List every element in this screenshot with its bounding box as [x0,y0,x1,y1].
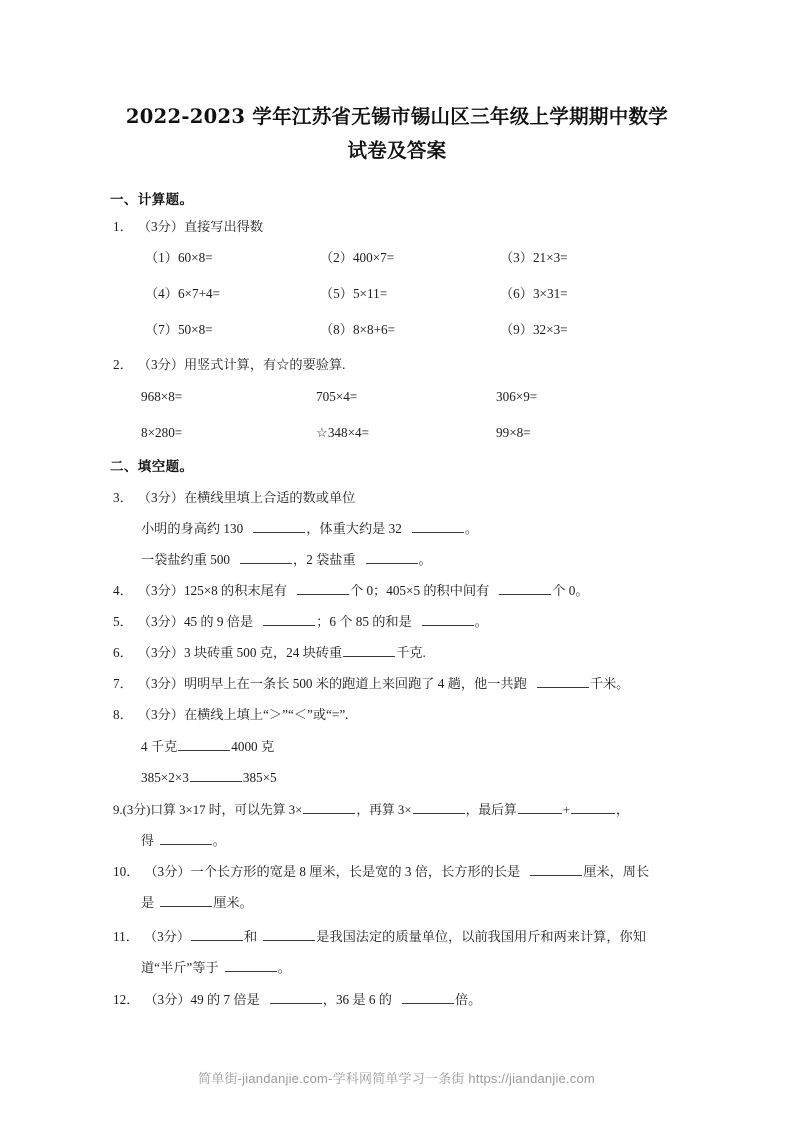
question-9-blank-4[interactable] [571,801,615,814]
question-3-stem [113,489,355,506]
question-11-text-d: 。 [277,960,291,975]
question-3-line2-text-a: 一袋盐约重 500 [141,552,231,567]
page-title [106,100,688,168]
question-9-line-1 [113,801,629,819]
page-title-line1: 2022-2023 学年江苏省无锡市锡山区三年级上学期期中数学 [125,105,669,128]
question-1-item-4: （4）6×7+4= [145,286,221,301]
question-7 [113,675,629,692]
question-4 [113,582,589,599]
question-10-number: 10． [113,864,140,879]
footer-watermark: 简单街-jiandanjie.com-学科网简单学习一条街 https://jiandanjie.com [198,1071,595,1086]
question-1-score: （3分） [137,219,184,234]
question-12-text-a: 49 的 7 倍是 [190,992,260,1007]
question-5 [113,613,488,630]
question-11-blank-1[interactable] [191,928,243,941]
question-7-score: （3分） [137,676,184,691]
question-2-item-5: ☆348×4= [316,425,370,440]
question-8-line2-text-a: 385×2×3 [141,770,189,785]
question-1-stem [113,218,263,235]
question-9-text-b: ，再算 3× [356,803,412,817]
question-3-blank-2[interactable] [412,520,464,533]
question-1-item-6: （6）3×31= [500,286,568,301]
question-12-score: （3分） [144,992,191,1007]
question-3-number: 3． [113,490,133,505]
question-3-blank-1[interactable] [253,520,305,533]
section-heading-fill-in-blank: 二、填空题。 [110,459,194,475]
question-2-row-1 [0,388,793,406]
question-5-text-b: ；6 个 85 的和是 [316,614,412,629]
question-8-blank-1[interactable] [178,738,230,751]
question-1-item-8: （8）8×8+6= [320,322,396,337]
question-7-blank-1[interactable] [537,675,589,688]
question-1-item-9: （9）32×3= [500,322,568,337]
question-9-blank-5[interactable] [160,832,212,845]
question-3-line1-text-b: ，体重大约是 32 [306,521,402,536]
question-3-line1-text-c: 。 [464,521,478,536]
question-10-text-d: 厘米。 [213,895,253,910]
question-4-score: （3分） [137,583,184,598]
question-1-number: 1． [113,219,133,234]
question-7-number: 7． [113,676,133,691]
question-8-line-1 [141,738,274,755]
question-6-blank-1[interactable] [343,644,395,657]
question-8-score: （3分） [137,707,184,722]
question-9-text-g: 。 [212,834,226,848]
question-3-blank-4[interactable] [366,551,418,564]
question-12-number: 12． [113,992,140,1007]
question-10-line-1 [113,863,649,880]
question-9-text-e: ， [615,803,629,817]
question-1-row-3 [0,321,793,339]
question-2-stem [113,356,345,373]
question-1-item-1: （1）60×8= [145,250,213,265]
question-2-item-6: 99×8= [496,425,531,440]
question-3-line2-text-b: ，2 袋盐重 [293,552,356,567]
question-10-score: （3分） [144,864,191,879]
question-10-text-c: 是 [141,895,155,910]
question-3-line-1 [141,520,478,537]
question-9-blank-1[interactable] [303,801,355,814]
section-heading-calculation: 一、计算题。 [110,192,194,208]
question-7-text-b: 千米。 [589,676,630,691]
question-4-text-b: 个 0；405×5 的积中间有 [349,583,490,598]
question-8-text: 在横线上填上“＞”“＜”或“=”. [183,707,349,722]
question-6-number: 6． [113,645,133,660]
question-5-blank-1[interactable] [263,613,315,626]
question-6-score: （3分） [137,645,184,660]
question-9-line-2 [141,832,226,850]
question-11-line-2 [141,959,291,976]
question-11-text-b: 是我国法定的质量单位，以前我国用斤和两来计算，你知 [316,929,646,944]
question-10-text-a: 一个长方形的宽是 8 厘米，长是宽的 3 倍，长方形的长是 [190,864,521,879]
question-5-text-a: 45 的 9 倍是 [183,614,254,629]
question-4-blank-2[interactable] [499,582,551,595]
question-8-line1-text-a: 4 千克 [141,739,178,754]
question-10-text-b: 厘米，周长 [583,864,650,879]
question-12-blank-2[interactable] [402,991,454,1004]
question-5-number: 5． [113,614,133,629]
question-1-item-7: （7）50×8= [145,322,213,337]
question-6-text-a: 3 块砖重 500 克，24 块砖重 [183,645,343,660]
question-6 [113,644,426,661]
question-8-line2-text-b: 385×5 [242,770,277,785]
question-8-stem [113,706,348,723]
question-4-text-a: 125×8 的积末尾有 [183,583,287,598]
question-8-blank-2[interactable] [190,769,242,782]
question-3-blank-3[interactable] [240,551,292,564]
question-11-text-c: 道“半斤”等于 [141,960,219,975]
question-10-blank-1[interactable] [530,863,582,876]
question-8-line-2 [141,769,277,786]
question-2-item-4: 8×280= [141,425,183,440]
question-7-text-a: 明明早上在一条长 500 米的跑道上来回跑了 4 趟，他一共跑 [183,676,527,691]
question-2-item-3: 306×9= [496,389,538,404]
question-10-blank-2[interactable] [160,894,212,907]
question-9-text-d: + [562,803,570,817]
question-2-item-2: 705×4= [316,389,358,404]
question-2-item-1: 968×8= [141,389,183,404]
question-9-number: 9. [113,803,123,817]
question-11-blank-3[interactable] [225,959,277,972]
question-3-score: （3分） [137,490,184,505]
question-1-item-3: （3）21×3= [500,250,568,265]
question-3-line2-text-c: 。 [418,552,432,567]
question-2-text: 用竖式计算，有☆的要验算. [183,357,346,372]
question-5-text-c: 。 [474,614,488,629]
question-3-line-2 [141,551,432,568]
question-3-text: 在横线里填上合适的数或单位 [183,490,356,505]
question-9-score: (3分) [122,803,151,817]
question-2-row-2 [0,424,793,442]
question-4-number: 4． [113,583,133,598]
question-11-line-1 [113,928,646,945]
page-title-line2: 试卷及答案 [347,139,447,162]
question-9-text-c: ，最后算 [465,803,517,817]
question-9-text-f: 得 [141,834,154,848]
question-11-number: 11． [113,929,139,944]
question-5-score: （3分） [137,614,184,629]
question-12-blank-1[interactable] [270,991,322,1004]
question-10-line-2 [141,894,253,911]
question-1-text: 直接写出得数 [183,219,264,234]
question-12-text-b: ，36 是 6 的 [322,992,392,1007]
question-12 [113,991,481,1008]
question-11-blank-2[interactable] [263,928,315,941]
question-9-text-a: 口算 3×17 时，可以先算 3× [150,803,303,817]
question-12-text-c: 倍。 [455,992,482,1007]
question-8-line1-text-b: 4000 克 [231,739,275,754]
question-3-line1-text-a: 小明的身高约 130 [141,521,244,536]
question-9-blank-2[interactable] [413,801,465,814]
question-1-item-5: （5）5×11= [320,286,388,301]
question-11-score: （3分） [143,929,191,944]
question-5-blank-2[interactable] [422,613,474,626]
question-9-blank-3[interactable] [518,801,562,814]
question-1-row-1 [0,249,793,267]
question-1-item-2: （2）400×7= [320,250,395,265]
question-2-number: 2． [113,357,133,372]
question-4-text-c: 个 0。 [552,583,589,598]
question-1-row-2 [0,285,793,303]
question-11-text-a: 和 [244,929,258,944]
question-2-score: （3分） [137,357,184,372]
question-6-text-b: 千克. [396,645,426,660]
question-8-number: 8． [113,707,133,722]
question-4-blank-1[interactable] [297,582,349,595]
